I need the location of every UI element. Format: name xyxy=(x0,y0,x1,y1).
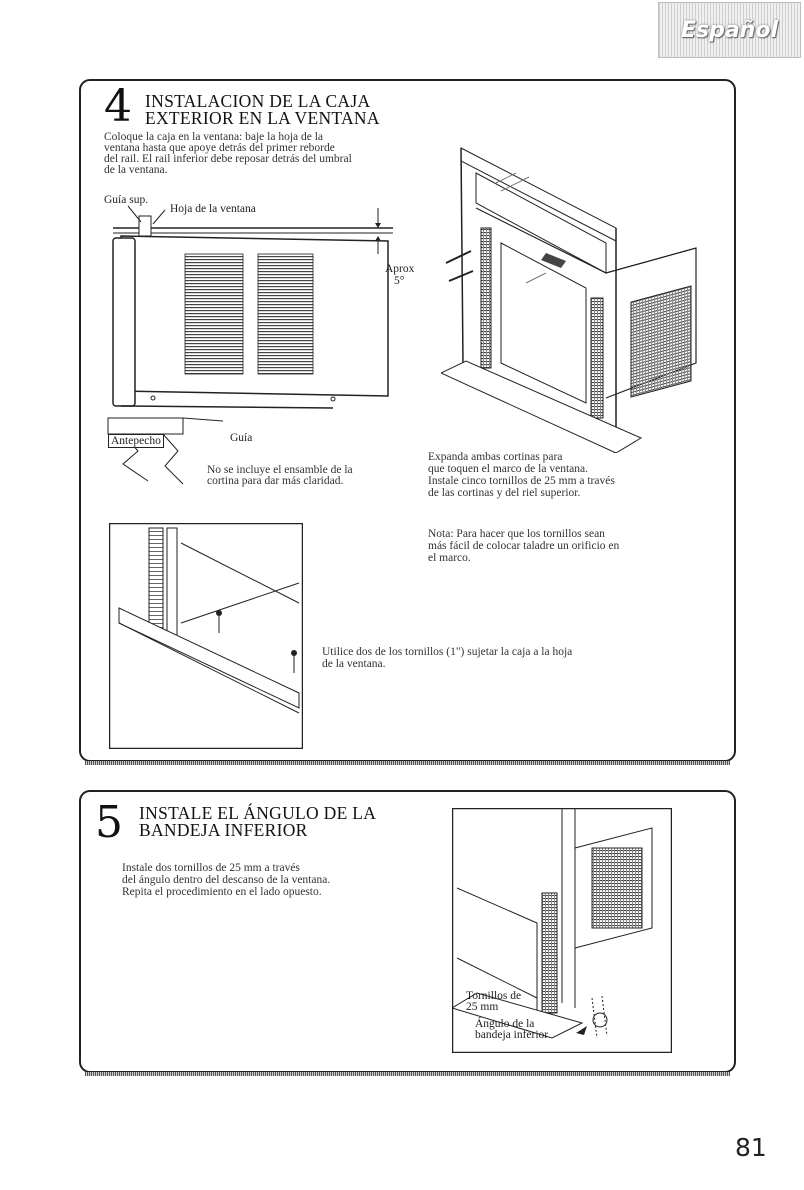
nota-line-1: Nota: Para hacer que los tornillos sean xyxy=(428,528,605,540)
utilice-line-1: Utilice dos de los tornillos (1") sujetar la caja a la hoja xyxy=(322,646,573,658)
label-5-degrees: 5° xyxy=(394,275,405,287)
step-5-panel xyxy=(79,790,736,1073)
label-hoja-ventana: Hoja de la ventana xyxy=(170,203,256,215)
utilice-line-2: de la ventana. xyxy=(322,658,386,670)
no-cortina-line-2: cortina para dar más claridad. xyxy=(207,475,344,487)
step-5-title-line-2: BANDEJA INFERIOR xyxy=(139,820,308,840)
expanda-line-3: Instale cinco tornillos de 25 mm a través xyxy=(428,475,615,487)
language-label: Español xyxy=(680,17,779,43)
step-4-intro-line-4: de la ventana. xyxy=(104,164,168,176)
step-4-title-line-2: EXTERIOR EN LA VENTANA xyxy=(145,108,380,128)
step-4-panel xyxy=(79,79,736,762)
step-4-intro-line-1: Coloque la caja en la ventana: baje la hoja de la xyxy=(104,131,324,143)
nota-line-3: el marco. xyxy=(428,552,471,564)
step-4-intro-line-3: del rail. El rail inferior debe reposar detrás del umbral xyxy=(104,153,352,165)
step-5-body-line-3: Repita el procedimiento en el lado opuesto. xyxy=(122,886,322,898)
language-tab xyxy=(658,2,801,58)
step-5-body-line-2: del ángulo dentro del descanso de la ventana. xyxy=(122,874,331,886)
page-number: 81 xyxy=(735,1133,767,1162)
step-4-title-line-1: INSTALACION DE LA CAJA xyxy=(145,91,371,111)
step-5-number: 5 xyxy=(95,797,123,848)
nota-line-2: más fácil de colocar taladre un orificio en xyxy=(428,540,620,552)
label-aprox: Aprox xyxy=(385,263,415,275)
label-guia-sup: Guía sup. xyxy=(104,194,149,206)
side-view-illustration xyxy=(103,196,433,496)
label-tornillos-line-1: Tornillos de xyxy=(466,990,522,1002)
expanda-line-4: de las cortinas y del riel superior. xyxy=(428,487,581,499)
window-front-illustration xyxy=(441,133,701,453)
detail-inset-illustration xyxy=(109,523,303,749)
step-5-title-line-1: INSTALE EL ÁNGULO DE LA xyxy=(139,803,377,823)
no-cortina-line-1: No se incluye el ensamble de la xyxy=(207,464,353,476)
expanda-line-1: Expanda ambas cortinas para xyxy=(428,451,563,463)
bottom-angle-illustration xyxy=(452,808,672,1053)
step-5-body-line-1: Instale dos tornillos de 25 mm a través xyxy=(122,862,300,874)
label-tornillos-line-2: 25 mm xyxy=(466,1001,499,1013)
step-4-number: 4 xyxy=(104,81,132,132)
label-angulo-line-1: Ángulo de la xyxy=(475,1018,535,1030)
label-antepecho: Antepecho xyxy=(108,434,164,448)
expanda-line-2: que toquen el marco de la ventana. xyxy=(428,463,588,475)
step-4-intro-line-2: ventana hasta que apoye detrás del primer reborde xyxy=(104,142,335,154)
label-angulo-line-2: bandeja inferior xyxy=(475,1029,549,1041)
label-guia: Guía xyxy=(230,432,253,444)
